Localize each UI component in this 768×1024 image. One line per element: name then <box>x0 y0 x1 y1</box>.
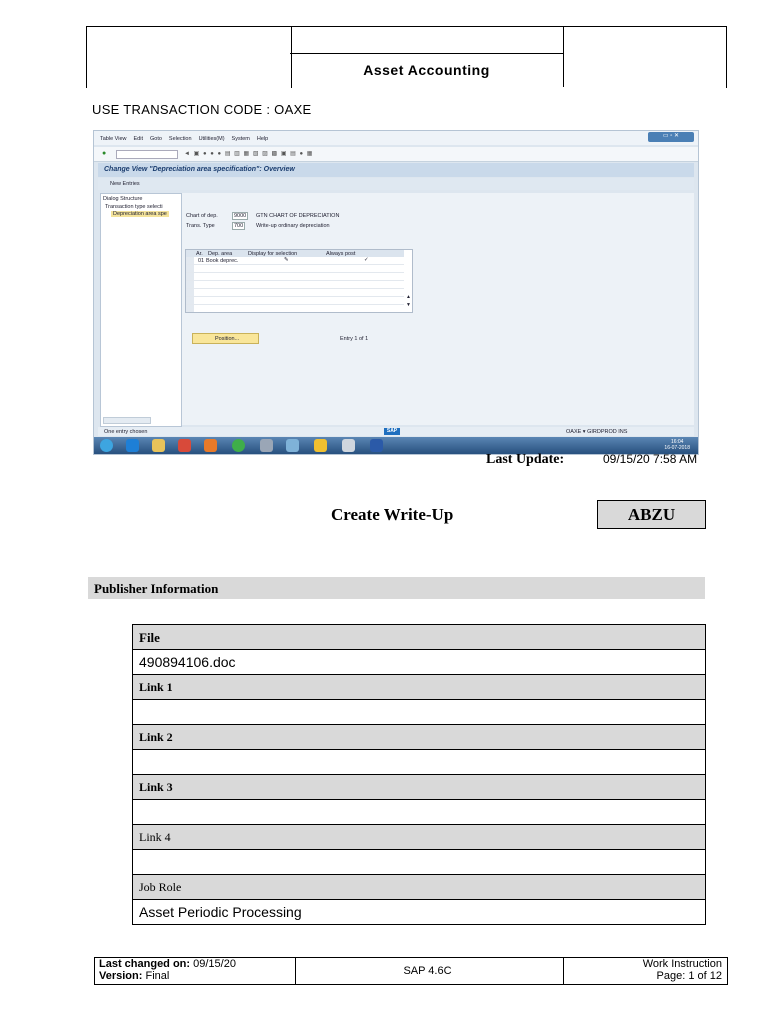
entry-count: Entry 1 of 1 <box>340 336 369 342</box>
status-system-info[interactable]: OAXE ▾ GIRDPROD INS <box>566 429 628 435</box>
row-dep-name: Book deprec. <box>206 258 239 264</box>
tree-scrollbar[interactable] <box>103 417 151 424</box>
taskbar-clock[interactable] <box>664 439 690 451</box>
chart-of-dep-desc: GTN CHART OF DEPRECIATION <box>256 213 340 219</box>
link2-value-row <box>132 749 706 774</box>
tree-item-depreciation-area[interactable]: Depreciation area spe <box>113 211 167 217</box>
footer-right <box>564 958 726 984</box>
command-field[interactable] <box>116 150 178 159</box>
last-update-value: 09/15/20 7:58 AM <box>603 452 698 466</box>
chart-of-dep-label: Chart of dep. <box>186 213 218 219</box>
col-always-post: Always post <box>326 251 356 257</box>
footer-system: SAP 4.6C <box>292 958 564 984</box>
tree-item-transaction-type[interactable]: Transaction type selecti <box>105 204 163 210</box>
sap-title-bar <box>98 163 694 177</box>
grid-header <box>186 250 404 257</box>
link1-value-row <box>132 699 706 724</box>
menu-system[interactable]: System <box>231 136 250 142</box>
version-label: Version: <box>99 970 143 982</box>
calc-icon[interactable] <box>342 439 355 452</box>
link4-label-row <box>132 824 706 849</box>
trans-type-label: Trans. Type <box>186 223 215 229</box>
dialog-structure-tree <box>100 193 182 427</box>
app2-icon[interactable] <box>286 439 299 452</box>
window-controls[interactable]: ▭ ▫ ✕ <box>648 132 694 142</box>
firefox-icon[interactable] <box>204 439 217 452</box>
always-post-checkbox[interactable]: ✓ <box>364 257 369 263</box>
link2-label: Link 2 <box>139 730 173 744</box>
last-update-label: Last Update: <box>486 452 565 467</box>
menu-edit[interactable]: Edit <box>133 136 143 142</box>
link1-label: Link 1 <box>139 680 173 694</box>
transaction-code-instruction: USE TRANSACTION CODE : OAXE <box>92 102 312 117</box>
header-cell-top <box>290 26 564 54</box>
transaction-code-box: ABZU <box>597 500 706 529</box>
col-area: Ar. <box>196 251 203 257</box>
sap-menu <box>100 136 268 142</box>
link4-label: Link 4 <box>139 830 171 844</box>
folder-icon[interactable] <box>152 439 165 452</box>
last-changed-value: 09/15/20 <box>193 958 236 970</box>
job-role-value-row <box>132 899 706 925</box>
footer-left <box>95 958 296 984</box>
table-row[interactable] <box>186 297 404 305</box>
depreciation-area-grid <box>185 249 413 313</box>
publisher-heading: Publisher Information <box>94 581 219 596</box>
sap-logo: SAP <box>384 428 400 435</box>
position-button[interactable] <box>192 333 259 344</box>
sap-menubar <box>94 131 698 145</box>
file-value-row <box>132 649 706 674</box>
sap-toolbar <box>94 147 698 162</box>
grid-scroll-up-icon[interactable]: ▲ <box>406 294 411 300</box>
status-message: One entry chosen <box>104 429 148 435</box>
sap-screen-title: Change View "Depreciation area specification": Overview <box>104 166 295 173</box>
publisher-heading-bar <box>88 577 705 599</box>
file-value: 490894106.doc <box>139 654 236 670</box>
grid-scroll-down-icon[interactable]: ▼ <box>406 302 411 308</box>
file-label-row <box>132 624 706 649</box>
table-row[interactable] <box>186 273 404 281</box>
last-changed-label: Last changed on: <box>99 958 191 970</box>
menu-help[interactable]: Help <box>256 136 269 142</box>
job-role-label-row <box>132 874 706 899</box>
page-number: Page: 1 of 12 <box>656 970 722 982</box>
link2-label-row <box>132 724 706 749</box>
table-row[interactable] <box>186 265 404 273</box>
file-label: File <box>139 630 160 645</box>
trans-type-field[interactable]: 700 <box>234 223 244 229</box>
document-title: Create Write-Up <box>331 505 454 524</box>
notes-icon[interactable] <box>314 439 327 452</box>
display-selection-checkbox[interactable]: ✎ <box>284 257 289 263</box>
sap-main-area <box>182 193 694 425</box>
table-row[interactable] <box>186 289 404 297</box>
link3-label: Link 3 <box>139 780 173 794</box>
header-cell-left <box>86 26 292 88</box>
clock-date: 16-07-2018 <box>664 445 690 451</box>
link1-label-row <box>132 674 706 699</box>
sap-screenshot <box>93 130 699 455</box>
sap-application-toolbar <box>98 178 694 190</box>
link3-label-row <box>132 774 706 799</box>
enter-icon[interactable]: ● <box>102 150 107 157</box>
word-icon[interactable] <box>370 439 383 452</box>
link4-value-row <box>132 849 706 874</box>
dialog-structure-label: Dialog Structure <box>103 196 143 202</box>
job-role-value: Asset Periodic Processing <box>139 904 302 920</box>
chart-of-dep-field[interactable]: 9000 <box>234 213 247 219</box>
media-icon[interactable] <box>178 439 191 452</box>
new-entries-button[interactable]: New Entries <box>110 181 140 187</box>
header-table <box>86 26 727 88</box>
toolbar-icons[interactable]: ◄ ▣ ● ● ● ▤ ▥ ▦ ▧ ▨ ▩ ▣ ▤ ● ▦ <box>184 151 314 157</box>
ie-icon[interactable] <box>126 439 139 452</box>
trans-type-desc: Write-up ordinary depreciation <box>256 223 330 229</box>
link3-value-row <box>132 799 706 824</box>
clock-time: 16:04 <box>670 439 684 445</box>
position-button-label: Position... <box>215 336 240 342</box>
col-dep-area: Dep. area <box>208 251 233 257</box>
menu-utilities[interactable]: Utilities(M) <box>198 136 225 142</box>
chrome-icon[interactable] <box>232 439 245 452</box>
header-title: Asset Accounting <box>290 52 564 87</box>
header-cell-right <box>563 26 727 88</box>
menu-table-view[interactable]: Table View <box>100 136 127 142</box>
app-icon[interactable] <box>260 439 273 452</box>
publisher-table <box>132 624 706 925</box>
menu-goto[interactable]: Goto <box>149 136 162 142</box>
menu-selection[interactable]: Selection <box>168 136 192 142</box>
start-icon[interactable] <box>100 439 113 452</box>
table-row[interactable] <box>186 281 404 289</box>
row-area: 01 <box>198 258 205 264</box>
table-row[interactable] <box>186 257 404 265</box>
doc-type: Work Instruction <box>642 958 722 970</box>
job-role-label: Job Role <box>139 880 182 894</box>
col-display: Display for selection <box>248 251 298 257</box>
version-value: Final <box>145 970 170 982</box>
footer-table <box>94 957 728 985</box>
